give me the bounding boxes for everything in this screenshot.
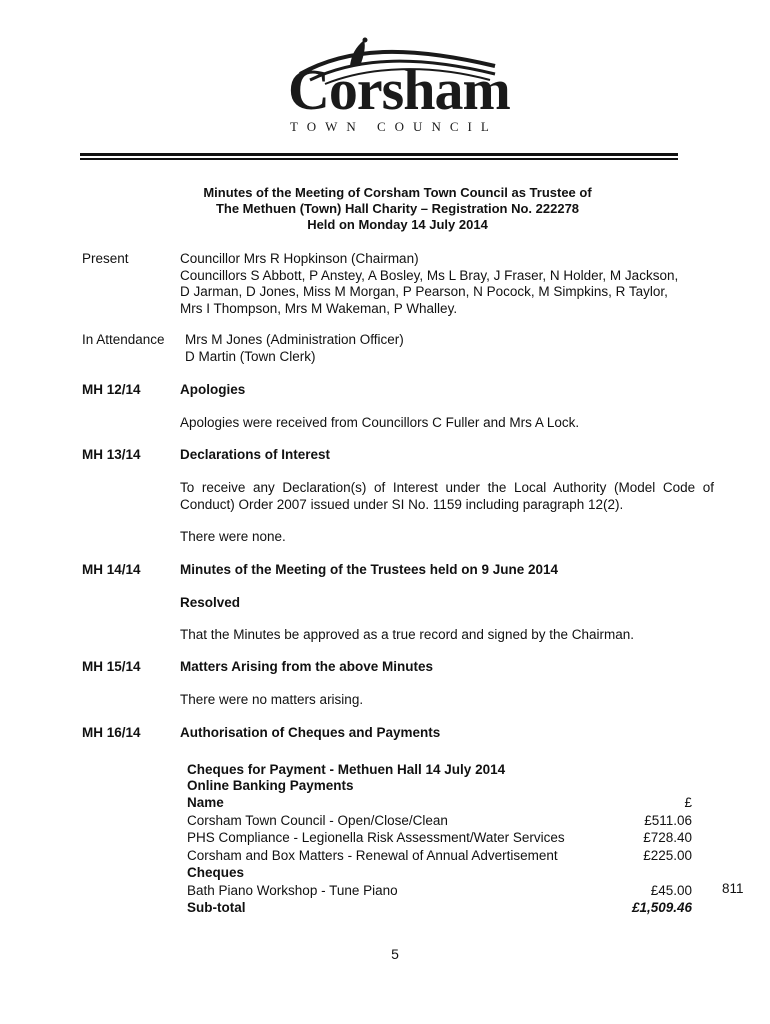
- page-number: 5: [391, 946, 399, 962]
- table-row: [187, 830, 692, 848]
- cheques-heading: Cheques: [187, 865, 245, 880]
- subtotal-label: Sub-total: [187, 900, 246, 915]
- payment-amount: £728.40: [643, 830, 692, 845]
- payments-section: [187, 762, 692, 918]
- payments-table: [187, 795, 692, 918]
- table-header-row: [187, 795, 692, 813]
- present-label: Present: [82, 251, 129, 266]
- item-text: Apologies were received from Councillors C Fuller and Mrs A Lock.: [180, 415, 580, 430]
- payee-name: Corsham Town Council - Open/Close/Clean: [187, 812, 448, 828]
- payee-name: Corsham and Box Matters - Renewal of Annual Advertisement: [187, 847, 558, 863]
- name-header: Name: [187, 795, 224, 810]
- payment-amount: £511.06: [644, 812, 692, 828]
- corsham-logo: [280, 36, 520, 136]
- attendance-list: [185, 332, 721, 365]
- payments-title: Cheques for Payment - Methuen Hall 14 July 2014: [187, 762, 506, 777]
- item-text: That the Minutes be approved as a true record and signed by the Chairman.: [180, 627, 635, 642]
- title-line: Held on Monday 14 July 2014: [307, 217, 488, 232]
- item-ref: MH 13/14: [82, 447, 141, 462]
- present-line: Councillors S Abbott, P Anstey, A Bosley, Ms L Bray, J Fraser, N Holder, M Jackson,: [180, 267, 679, 283]
- logo-wordmark: Corsham: [288, 57, 510, 122]
- payee-name: Bath Piano Workshop - Tune Piano: [187, 882, 398, 898]
- item-ref: MH 16/14: [82, 725, 141, 740]
- payee-name: PHS Compliance - Legionella Risk Assessment/Water Services: [187, 830, 565, 845]
- item-heading: Apologies: [180, 382, 246, 397]
- item-text: To receive any Declaration(s) of Interest under the Local Authority (Model Code of Conduct) Order 2007 issued under SI No. 1159 including paragraph 12(2).: [180, 480, 714, 512]
- header-rule-thin: [80, 158, 678, 160]
- item-ref: MH 15/14: [82, 659, 141, 674]
- item-text: There were none.: [180, 529, 286, 544]
- item-heading: Declarations of Interest: [180, 447, 331, 462]
- item-heading: Authorisation of Cheques and Payments: [180, 725, 441, 740]
- header-rule-thick: [80, 153, 678, 156]
- payment-amount: £45.00: [650, 882, 692, 898]
- title-line: Minutes of the Meeting of Corsham Town Council as Trustee of: [203, 185, 592, 200]
- minutes-title: [80, 185, 715, 233]
- table-row: [187, 883, 692, 901]
- subtotal-row: [187, 900, 692, 918]
- item-subheading: Resolved: [180, 595, 241, 610]
- payment-amount: £225.00: [643, 847, 692, 863]
- cheques-heading-row: [187, 865, 692, 883]
- item-text: There were no matters arising.: [180, 692, 364, 707]
- cheque-number: 811: [722, 881, 744, 896]
- table-row: [187, 813, 692, 831]
- attendance-label: In Attendance: [82, 332, 165, 347]
- present-line: D Jarman, D Jones, Miss M Morgan, P Pearson, N Pocock, M Simpkins, R Taylor,: [180, 284, 668, 299]
- item-ref: MH 14/14: [82, 562, 141, 577]
- attendance-line: Mrs M Jones (Administration Officer): [185, 332, 404, 347]
- online-heading: Online Banking Payments: [187, 778, 354, 793]
- logo-subtitle: TOWN COUNCIL: [290, 119, 498, 134]
- item-heading: Matters Arising from the above Minutes: [180, 659, 434, 674]
- attendance-line: D Martin (Town Clerk): [185, 348, 316, 364]
- present-line: Mrs I Thompson, Mrs M Wakeman, P Whalley.: [180, 300, 458, 316]
- table-row: [187, 848, 692, 866]
- present-list: [180, 251, 716, 317]
- item-heading: Minutes of the Meeting of the Trustees held on 9 June 2014: [180, 562, 559, 577]
- present-line: Councillor Mrs R Hopkinson (Chairman): [180, 251, 419, 266]
- title-line: The Methuen (Town) Hall Charity – Registration No. 222278: [215, 201, 580, 216]
- item-ref: MH 12/14: [82, 382, 141, 397]
- currency-header: £: [684, 795, 692, 810]
- subtotal-amount: £1,509.46: [631, 900, 692, 915]
